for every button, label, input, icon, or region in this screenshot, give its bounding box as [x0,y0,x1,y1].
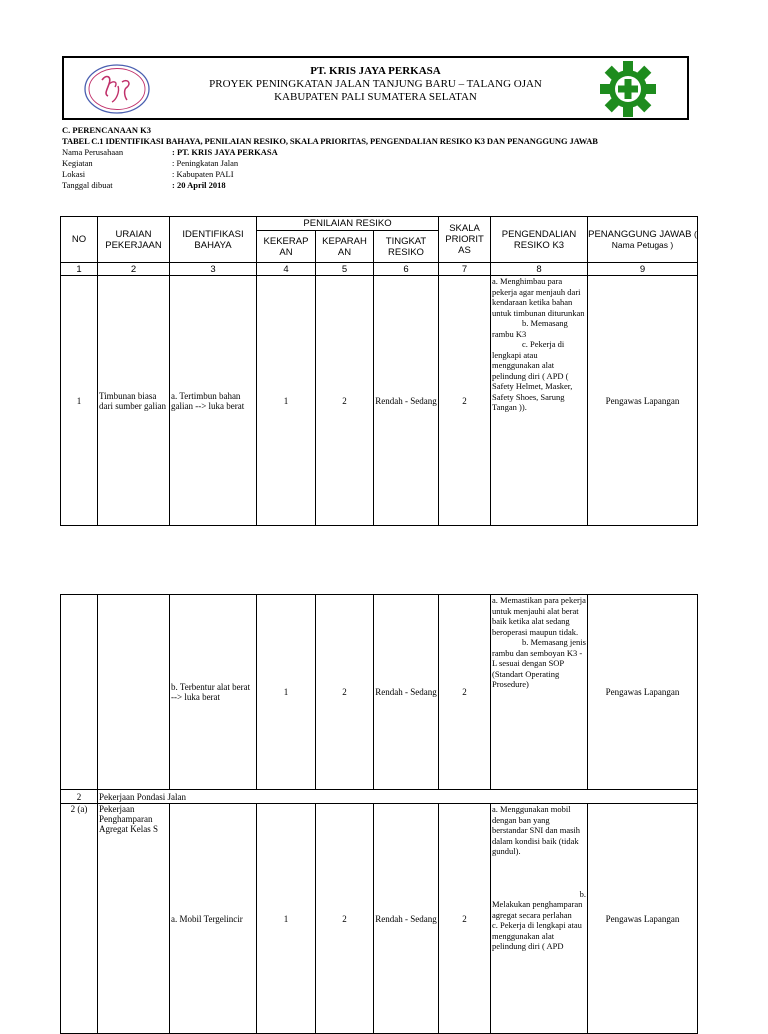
meta-label: Nama Perusahaan [62,147,124,157]
control-a: a. Menghimbau para pekerja agar menjauh dari kendaraan ketika bahan untuk timbunan diturunkan [492,276,585,318]
cell-skala: 2 [439,804,491,1034]
header-keparahan: KEPARAH AN [316,231,374,263]
cell-uraian: Pekerjaan Pondasi Jalan [98,790,698,804]
cell-no [61,595,98,790]
cell-penanggung: Pengawas Lapangan [588,804,698,1034]
cell-kekerapan: 1 [257,276,316,526]
cell-pengendalian [491,804,588,1034]
header-penanggung-label: PENANGGUNG JAWAB [588,228,692,240]
cell-uraian [98,595,170,790]
cell-tingkat: Rendah - Sedang [374,804,439,1034]
meta-row [62,169,702,180]
cell-penanggung: Pengawas Lapangan [588,276,698,526]
col-number: 1 [61,263,98,276]
cell-kekerapan: 1 [257,595,316,790]
project-line-2: KABUPATEN PALI SUMATERA SELATAN [274,91,477,103]
letterhead [62,56,689,120]
project-line-1: PROYEK PENINGKATAN JALAN TANJUNG BARU – TALANG OJAN [209,78,542,90]
meta-row [62,180,702,191]
cell-keparahan: 2 [316,595,374,790]
col-number: 9 [588,263,698,276]
company-name: PT. KRIS JAYA PERKASA [310,65,441,77]
control-a: a. Memastikan para pekerja untuk menjauhi alat berat baik ketika alat sedang beroperasi maupun tidak. [492,595,586,637]
col-number: 6 [374,263,439,276]
header-kekerapan: KEKERAP AN [257,231,316,263]
header-tingkat: TINGKAT RESIKO [374,231,439,263]
header-penanggung [588,217,698,263]
meta-row [62,158,702,169]
col-number: 8 [491,263,588,276]
k3-safety-gear-icon [598,60,658,118]
table-row [61,804,698,1034]
cell-tingkat: Rendah - Sedang [374,595,439,790]
cell-pengendalian [491,595,588,790]
header-no: NO [61,217,98,263]
cell-tingkat: Rendah - Sedang [374,276,439,526]
cell-uraian: Pekerjaan Penghamparan Agregat Kelas S [98,804,170,1034]
cell-kekerapan: 1 [257,804,316,1034]
meta-label: Kegiatan [62,158,93,168]
spacer [492,857,586,889]
control-b: b. Memasang rambu K3 [492,318,568,339]
cell-pengendalian [491,276,588,526]
header-identifikasi: IDENTIFIKASI BAHAYA [170,217,257,263]
section-title: C. PERENCANAAN K3 [62,125,152,135]
control-b-mark: b. [579,888,586,899]
control-a: a. Menggunakan mobil dengan ban yang berstandar SNI dan masih dalam kondisi baik (tidak gundul). [492,804,581,856]
cell-no: 1 [61,276,98,526]
meta-value: : PT. KRIS JAYA PERKASA [172,147,278,157]
cell-penanggung: Pengawas Lapangan [588,595,698,790]
table-row [61,790,698,804]
control-b: b. Memasang jenis rambu dan semboyan K3 -L sesuai dengan SOP (Standart Operating Prosedure) [492,637,586,689]
header-pengendalian: PENGENDALIAN RESIKO K3 [491,217,588,263]
risk-table-part-2 [60,594,698,1034]
meta-value: : Kabupaten PALI [172,169,234,179]
meta-row [62,147,702,158]
cell-keparahan: 2 [316,276,374,526]
table-row [61,276,698,526]
header-uraian: URAIAN PEKERJAAN [98,217,170,263]
header-penilaian: PENILAIAN RESIKO [257,217,439,231]
cell-keparahan: 2 [316,804,374,1034]
risk-table-part-1 [60,216,698,526]
cell-bahaya: a. Mobil Tergelincir [170,804,257,1034]
meta-label: Tanggal dibuat [62,180,113,190]
cell-skala: 2 [439,276,491,526]
kjp-logo [82,62,152,116]
meta-label: Lokasi [62,169,86,179]
control-b: Melakukan penghamparan agregat secara perlahan [492,899,583,920]
document-meta [62,125,702,191]
table-title: TABEL C.1 IDENTIFIKASI BAHAYA, PENILAIAN RESIKO, SKALA PRIORITAS, PENGENDALIAN RESIKO K3 DAN PENANGGUNG JAWAB [62,136,598,146]
col-number: 4 [257,263,316,276]
col-number: 3 [170,263,257,276]
meta-value: : Peningkatan Jalan [172,158,239,168]
col-number: 5 [316,263,374,276]
header-skala: SKALA PRIORIT AS [439,217,491,263]
control-c: c. Pekerja di lengkapi atau menggunakan alat pelindung diri ( APD [492,920,582,951]
meta-value: : 20 April 2018 [172,180,226,190]
cell-no: 2 [61,790,98,804]
cell-bahaya: b. Terbentur alat berat --> luka berat [170,595,257,790]
control-c: c. Pekerja di lengkapi atau menggunakan alat pelindung diri ( APD ( Safety Helmet, Masker, Safety Shoes, Sarung Tangan )). [492,339,573,412]
col-number: 2 [98,263,170,276]
header-penanggung-sub: ( Nama Petugas ) [611,228,697,250]
table-row [61,595,698,790]
cell-uraian: Timbunan biasa dari sumber galian [98,276,170,526]
cell-skala: 2 [439,595,491,790]
cell-bahaya: a. Tertimbun bahan galian --> luka berat [170,276,257,526]
letterhead-text [164,64,587,104]
cell-no: 2 (a) [61,804,98,1034]
col-number: 7 [439,263,491,276]
